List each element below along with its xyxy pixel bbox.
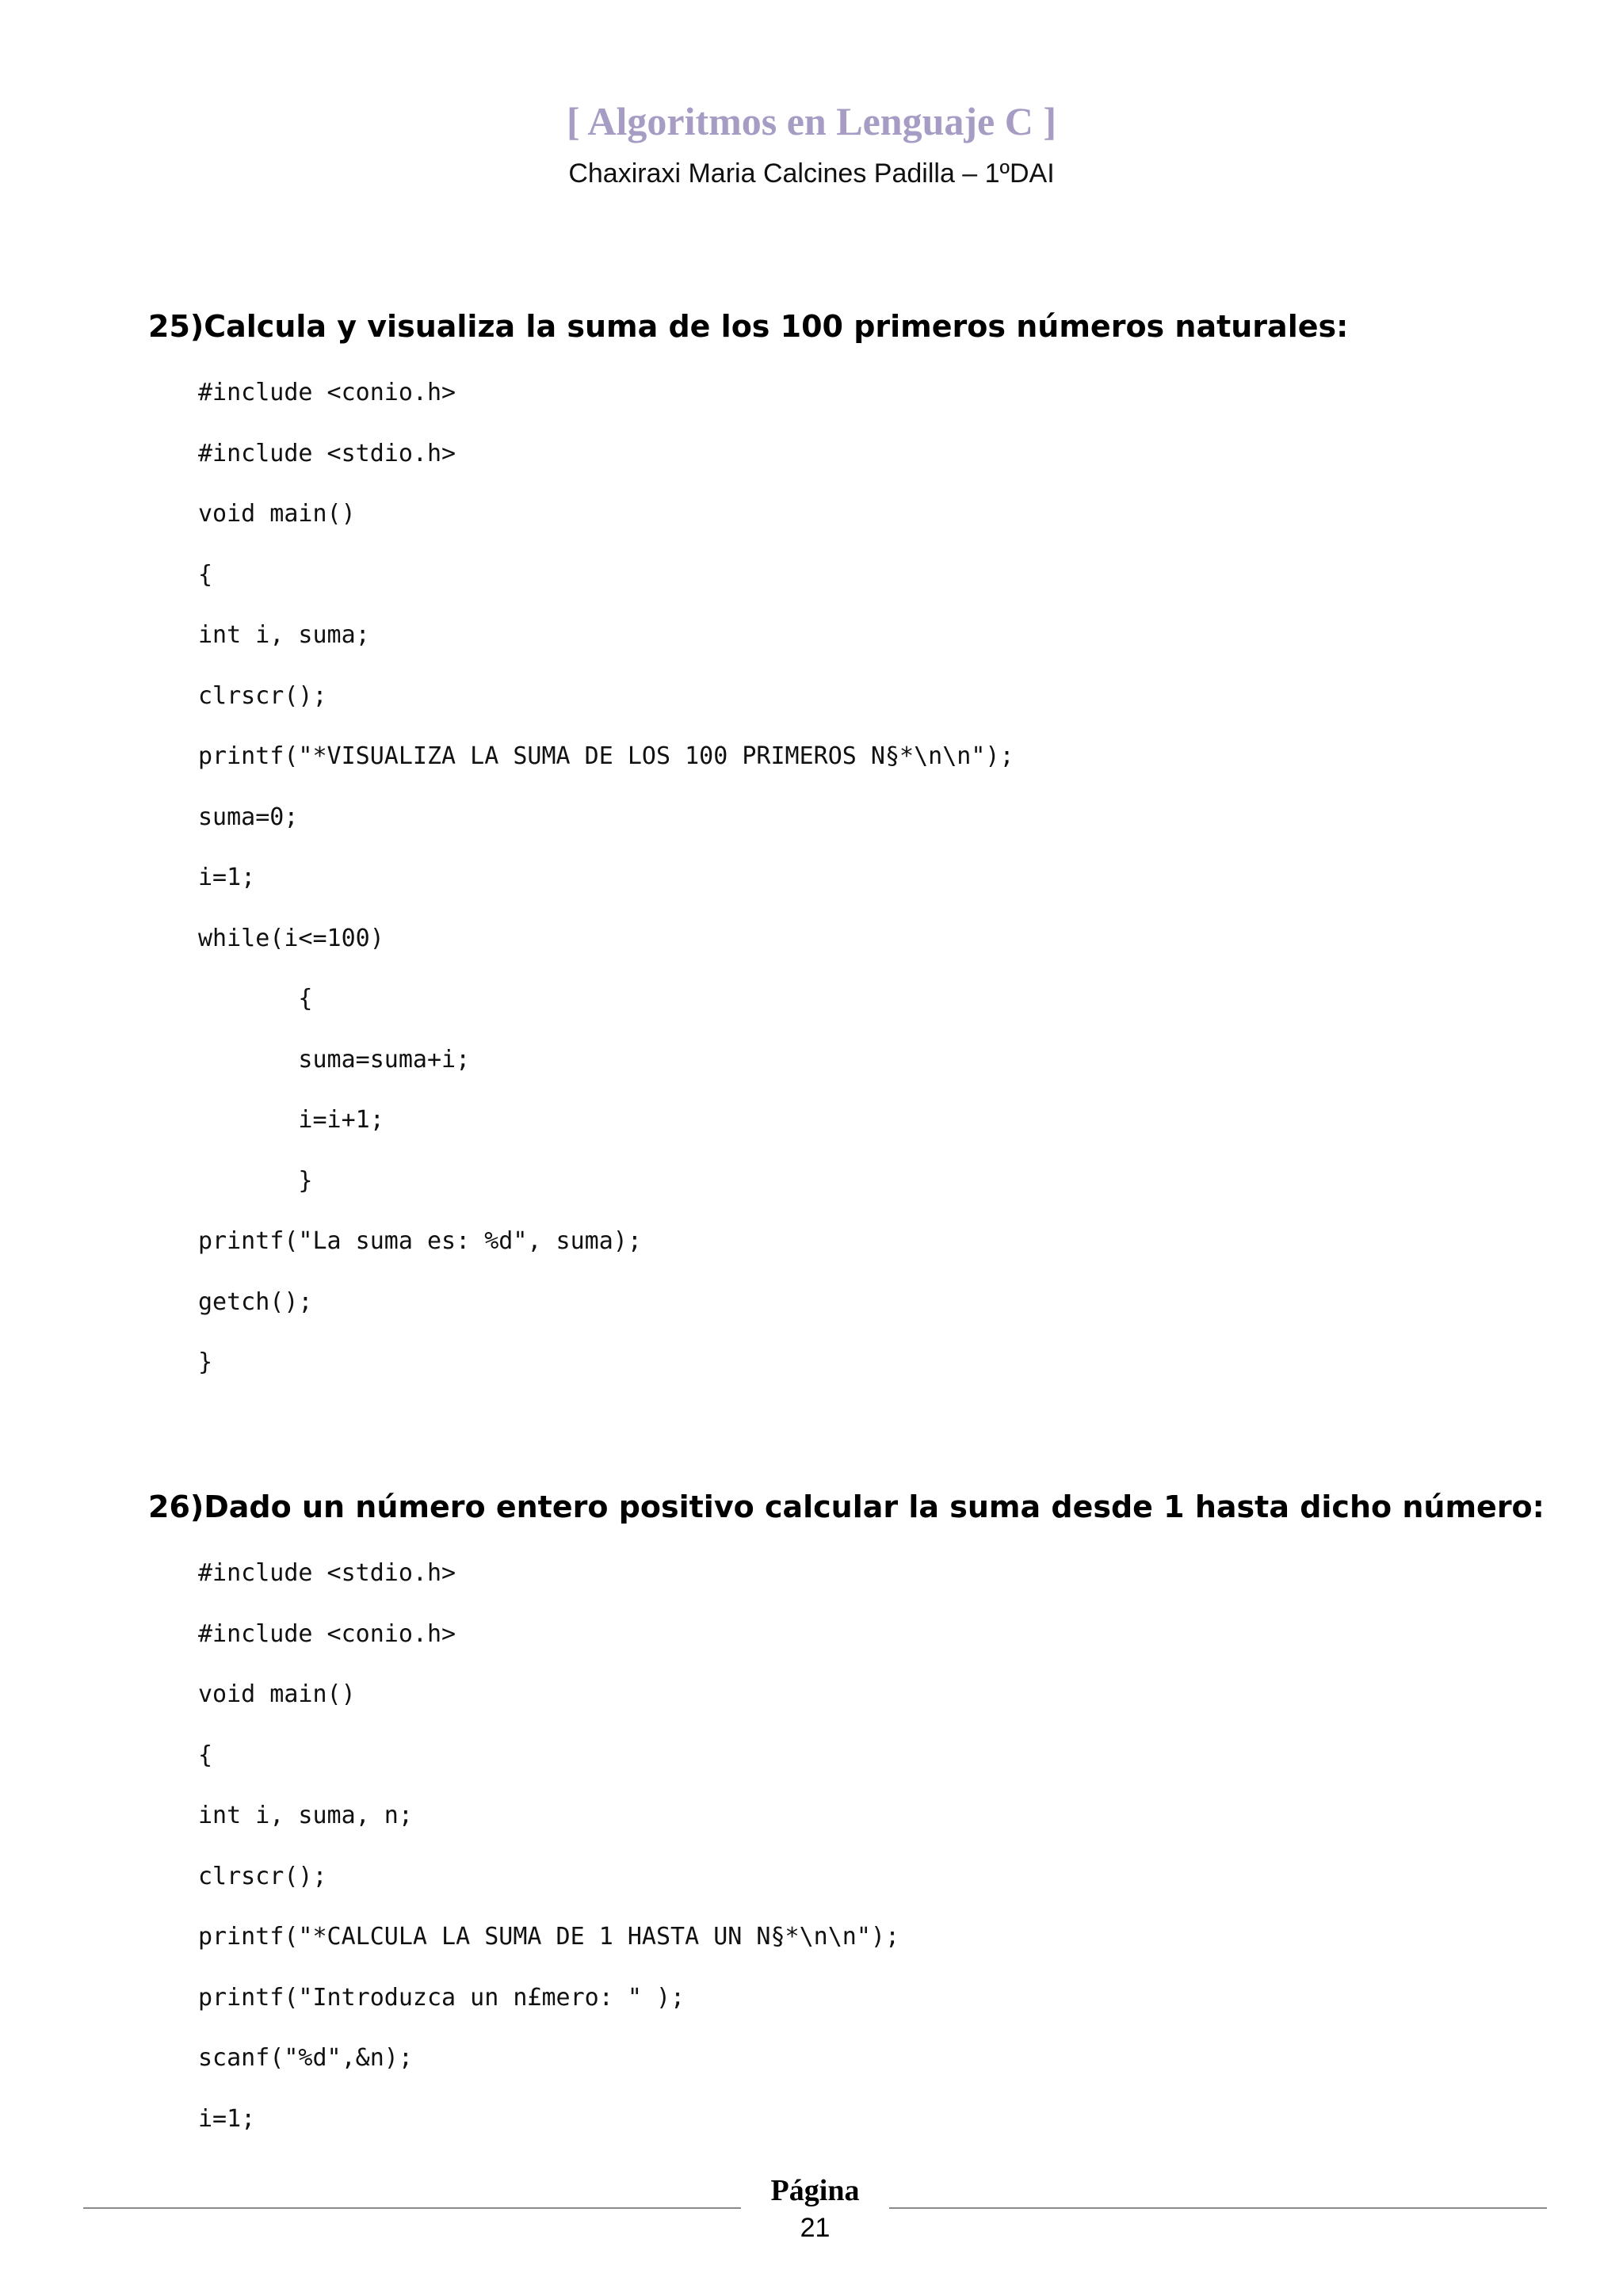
footer-divider-left <box>83 2207 741 2209</box>
code-line: i=i+1; <box>198 1106 384 1134</box>
code-line: clrscr(); <box>198 681 327 710</box>
exercise-heading: 26)Dado un número entero positivo calcular la suma desde 1 hasta dicho número: <box>148 1489 1545 1524</box>
code-line: clrscr(); <box>198 1862 327 1890</box>
code-line: #include <stdio.h> <box>198 439 456 467</box>
footer-divider-right <box>889 2207 1547 2209</box>
document-author: Chaxiraxi Maria Calcines Padilla – 1ºDAI <box>568 158 1055 189</box>
code-line: #include <conio.h> <box>198 1619 456 1648</box>
exercise-26 <box>148 1483 1545 2149</box>
code-line: void main() <box>198 1680 356 1708</box>
code-line: i=1; <box>198 2104 256 2133</box>
code-line: #include <conio.h> <box>198 379 456 406</box>
code-line: printf("La suma es: %d", suma); <box>198 1227 642 1255</box>
code-line: { <box>198 985 313 1013</box>
code-line: #include <stdio.h> <box>198 1559 456 1587</box>
page-label: Página <box>770 2174 860 2207</box>
code-line: } <box>198 1348 213 1376</box>
code-line: scanf("%d",&n); <box>198 2044 413 2072</box>
code-line: void main() <box>198 500 356 528</box>
code-line: { <box>198 1741 213 1769</box>
exercise-25 <box>148 303 1495 1394</box>
code-block <box>148 1543 1495 2149</box>
code-line: printf("Introduzca un n£mero: " ); <box>198 1983 685 2012</box>
page-number: 21 <box>800 2213 831 2243</box>
code-line: i=1; <box>198 864 256 891</box>
page-header <box>0 93 1623 193</box>
code-line: printf("*VISUALIZA LA SUMA DE LOS 100 PRIMEROS N§*\n\n"); <box>198 742 1014 770</box>
code-line: int i, suma; <box>198 621 370 649</box>
code-line: int i, suma, n; <box>198 1802 413 1829</box>
code-line: } <box>198 1166 313 1195</box>
exercise-heading: 25)Calcula y visualiza la suma de los 100 primeros números naturales: <box>148 309 1349 344</box>
code-block <box>148 363 1495 1394</box>
document-title: [ Algoritmos en Lenguaje C ] <box>567 99 1056 143</box>
code-line: printf("*CALCULA LA SUMA DE 1 HASTA UN N§*\n\n"); <box>198 1923 900 1951</box>
page-footer <box>0 2171 1623 2250</box>
code-line: suma=0; <box>198 803 299 831</box>
code-line: getch(); <box>198 1287 313 1316</box>
page-number-block <box>741 2171 889 2245</box>
code-line: suma=suma+i; <box>198 1045 471 1074</box>
code-line: while(i<=100) <box>198 924 384 952</box>
code-line: { <box>198 560 213 589</box>
